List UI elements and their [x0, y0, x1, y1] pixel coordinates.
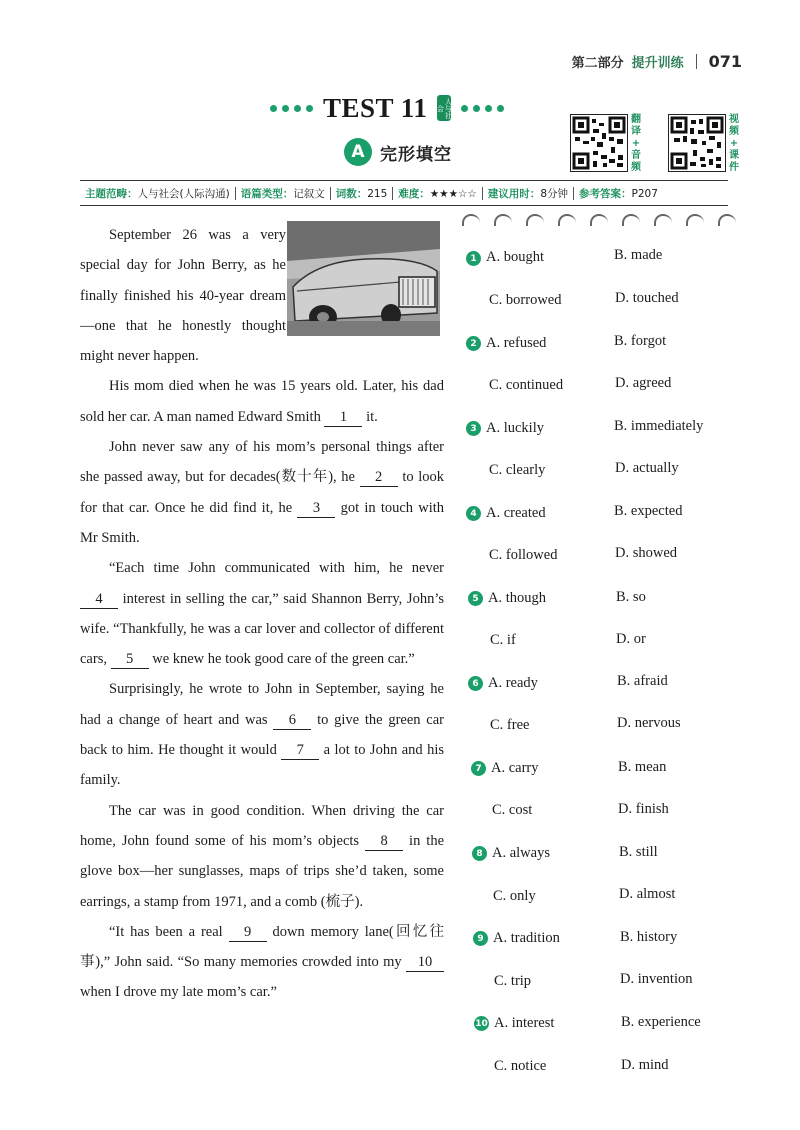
blank-3[interactable]: 3: [297, 499, 335, 518]
blank-10[interactable]: 10: [406, 953, 444, 972]
option-d[interactable]: D. touched: [615, 290, 679, 306]
qr-code-icon[interactable]: [570, 114, 628, 172]
qr-code-icon[interactable]: [668, 114, 726, 172]
page-header: [572, 52, 742, 71]
blank-1[interactable]: 1: [324, 408, 362, 427]
title-dots-right: [461, 105, 504, 112]
title-dots-left: [270, 105, 313, 112]
blank-4[interactable]: 4: [80, 590, 118, 609]
qr-label-translation: 翻 译 + 音 频: [631, 114, 641, 173]
option-d[interactable]: D. invention: [620, 971, 693, 987]
theme-badge: 人与社会: [437, 95, 451, 121]
question-number-badge: 8: [472, 846, 487, 861]
option-b[interactable]: B. experience: [621, 1014, 701, 1030]
question-number-badge: 7: [471, 761, 486, 776]
option-a[interactable]: A. ready: [488, 675, 538, 691]
passage-paragraph-3: John never saw any of his mom’s personal things after she passed away, but for decades(数十年), he 2 to look for that car. Once he did find it, he 3 got in touch with Mr Smith.: [80, 439, 445, 546]
option-b[interactable]: B. mean: [618, 759, 667, 775]
passage-paragraph-1: September 26 was a very special day for John Berry, as he finally finished his 40-year dream—one that he honestly thought might never happen.: [80, 227, 286, 365]
section-heading: [344, 138, 452, 166]
info-suggested-time: 建议用时：8分钟: [487, 187, 569, 200]
qr-block-translation[interactable]: [570, 114, 642, 174]
passage-paragraph-4: “Each time John communicated with him, he never 4 interest in selling the car,” said Shannon Berry, John’s wife. “Thankfully, he was a car lover and collector of different cars, 5 we knew he took good care of the green car.”: [80, 560, 444, 668]
question-number-badge: 10: [474, 1016, 489, 1031]
option-d[interactable]: D. agreed: [615, 375, 672, 391]
option-b[interactable]: B. afraid: [617, 673, 668, 689]
option-c[interactable]: C. followed: [489, 547, 558, 563]
option-c[interactable]: C. trip: [494, 973, 532, 989]
option-d[interactable]: D. showed: [615, 545, 678, 561]
question-number-badge: 4: [466, 506, 481, 521]
section-letter-badge: A: [344, 138, 372, 166]
header-training: 提升训练: [631, 56, 684, 71]
option-c[interactable]: C. continued: [489, 377, 564, 393]
decorative-arcs: [462, 214, 736, 226]
option-b[interactable]: B. forgot: [614, 333, 667, 349]
question-number-badge: 2: [466, 336, 481, 351]
option-a[interactable]: A. though: [488, 590, 546, 606]
option-c[interactable]: C. cost: [492, 802, 533, 818]
option-b[interactable]: B. so: [616, 589, 646, 605]
qr-block-video[interactable]: [668, 114, 740, 174]
question-number-badge: 3: [466, 421, 481, 436]
option-a[interactable]: A. bought: [486, 249, 544, 265]
option-a[interactable]: A. luckily: [486, 420, 544, 436]
blank-8[interactable]: 8: [365, 832, 403, 851]
test-title-row: [270, 88, 540, 128]
option-d[interactable]: D. actually: [615, 460, 679, 476]
question-number-badge: 6: [468, 676, 483, 691]
blank-9[interactable]: 9: [229, 923, 267, 942]
info-theme: 主题范畴：人与社会(人际沟通): [85, 187, 230, 200]
blank-7[interactable]: 7: [281, 741, 319, 760]
option-b[interactable]: B. made: [614, 247, 663, 263]
option-d[interactable]: D. nervous: [617, 715, 681, 731]
test-title: TEST 11: [323, 92, 428, 123]
option-a[interactable]: A. carry: [491, 760, 539, 776]
option-b[interactable]: B. immediately: [614, 418, 704, 434]
section-name: 完形填空: [380, 144, 452, 165]
option-a[interactable]: A. created: [486, 505, 546, 521]
option-c[interactable]: C. if: [490, 632, 516, 648]
option-b[interactable]: B. history: [620, 929, 678, 945]
option-a[interactable]: A. tradition: [493, 930, 560, 946]
header-divider: [696, 54, 697, 69]
info-bar: [80, 180, 728, 206]
info-difficulty: 难度：★★★☆☆: [398, 187, 477, 200]
question-number-badge: 9: [473, 931, 488, 946]
blank-2[interactable]: 2: [360, 468, 398, 487]
qr-label-video: 视 频 + 课 件: [729, 114, 739, 173]
option-c[interactable]: C. notice: [494, 1058, 547, 1074]
blank-6[interactable]: 6: [273, 711, 311, 730]
option-d[interactable]: D. mind: [621, 1057, 669, 1073]
option-a[interactable]: A. interest: [494, 1015, 555, 1031]
option-b[interactable]: B. expected: [614, 503, 683, 519]
option-a[interactable]: A. refused: [486, 335, 547, 351]
blank-5[interactable]: 5: [111, 650, 149, 669]
option-c[interactable]: C. only: [493, 888, 536, 904]
passage: [80, 220, 444, 1008]
passage-paragraph-6: The car was in good condition. When driving the car home, John found some of his mom’s objects 8 in the glove box—her sunglasses, maps of trips she’d taken, some earrings, a stamp from 1971, and a comb (梳子).: [80, 802, 445, 910]
option-a[interactable]: A. always: [492, 845, 550, 861]
header-section: 第二部分: [571, 56, 624, 71]
page-number: 071: [708, 52, 742, 71]
info-genre: 语篇类型：记叙文: [240, 187, 325, 200]
option-c[interactable]: C. free: [490, 717, 530, 733]
question-number-badge: 5: [468, 591, 483, 606]
passage-paragraph-5: Surprisingly, he wrote to John in September, saying he had a change of heart and was 6 to give the green car back to him. He thought it would 7 a lot to John and his family.: [80, 681, 445, 789]
info-answer-page: 参考答案：P207: [579, 187, 658, 200]
option-c[interactable]: C. clearly: [489, 462, 546, 478]
passage-paragraph-7: “It has been a real 9 down memory lane(回忆往事),” John said. “So many memories crowded into my 10 when I drove my late mom’s car.”: [80, 923, 445, 1001]
passage-paragraph-2: His mom died when he was 15 years old. Later, his dad sold her car. A man named Edward Smith 1 it.: [80, 378, 444, 425]
option-d[interactable]: D. almost: [619, 886, 676, 902]
info-word-count: 词数：215: [335, 187, 388, 200]
question-number-badge: 1: [466, 251, 481, 266]
option-c[interactable]: C. borrowed: [489, 292, 562, 308]
option-d[interactable]: D. or: [616, 631, 646, 647]
option-d[interactable]: D. finish: [618, 801, 669, 817]
option-b[interactable]: B. still: [619, 844, 658, 860]
